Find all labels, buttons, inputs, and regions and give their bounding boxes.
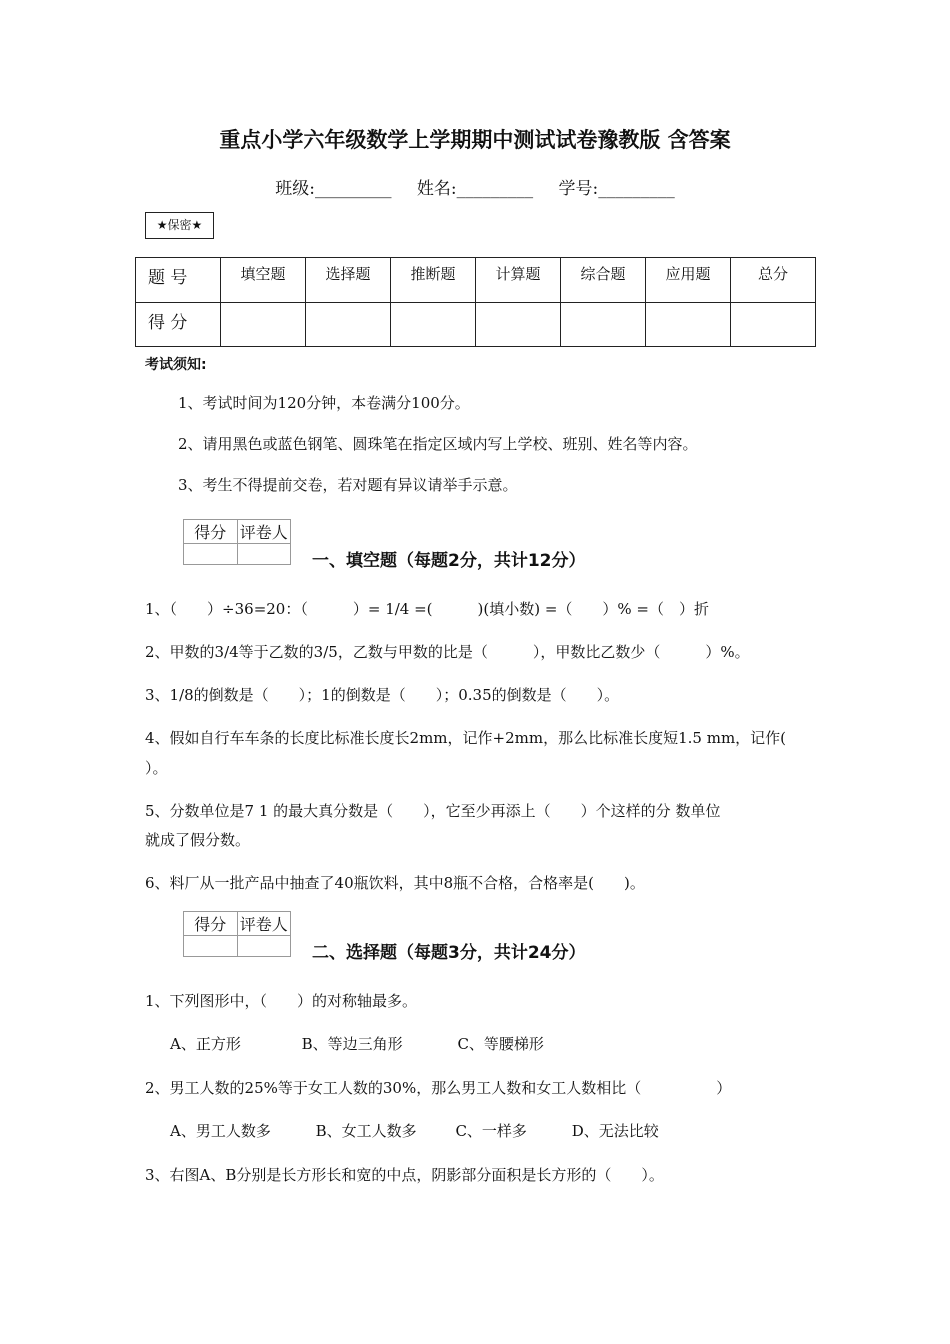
score-table-cell: 总分 [731,258,816,303]
score-table [135,257,816,347]
grader-score-label: 得分 [184,520,238,544]
score-table-header-row [136,258,816,303]
score-table-cell: 选择题 [306,258,391,303]
question-item: 1、（ ）÷36=20：（ ）= 1/4 =( )(填小数) =（ ）% =（ ）折 [145,600,710,618]
score-table-cell: 推断题 [391,258,476,303]
notice-heading: 考试须知: [145,357,207,373]
grader-score-cell[interactable] [184,936,238,957]
score-input-cell[interactable] [221,302,306,347]
notice-item: 2、请用黑色或蓝色钢笔、圆珠笔在指定区域内写上学校、班别、姓名等内容。 [178,435,698,453]
student-info-line [0,174,950,199]
option-a[interactable]: A、男工人数多 [170,1122,271,1140]
score-table-cell: 得 分 [136,302,221,347]
grader-name-label: 评卷人 [237,520,291,544]
score-input-cell[interactable] [561,302,646,347]
question-item: 2、男工人数的25%等于女工人数的30%，那么男工人数和女工人数相比（ ） [145,1079,732,1097]
score-input-cell[interactable] [306,302,391,347]
grader-score-label: 得分 [184,912,238,936]
question-item: 3、右图A、B分别是长方形长和宽的中点，阴影部分面积是长方形的（ ）。 [145,1166,664,1184]
option-row [170,1120,659,1141]
grader-name-label: 评卷人 [237,912,291,936]
grader-name-cell[interactable] [237,544,291,565]
section-heading: 一、填空题（每题2分，共计12分） [312,551,586,571]
score-table-cell: 应用题 [646,258,731,303]
question-item: 4、假如自行车车条的长度比标准长度长2mm，记作+2mm，那么比标准长度短1.5 mm，记作( [145,729,787,747]
option-d[interactable]: D、无法比较 [571,1122,659,1140]
option-c[interactable]: C、等腰梯形 [457,1035,544,1053]
score-table-cell: 综合题 [561,258,646,303]
question-item-continued: 就成了假分数。 [145,831,251,849]
option-b[interactable]: B、女工人数多 [315,1122,417,1140]
score-table-score-row [136,302,816,347]
student-id-field[interactable]: 学号:_________ [558,179,675,199]
score-input-cell[interactable] [391,302,476,347]
score-table-cell: 题 号 [136,258,221,303]
grader-box [183,911,291,957]
section-heading: 二、选择题（每题3分，共计24分） [312,943,586,963]
notice-item: 3、考生不得提前交卷，若对题有异议请举手示意。 [178,476,518,494]
notice-item: 1、考试时间为120分钟，本卷满分100分。 [178,394,470,412]
question-item: 6、料厂从一批产品中抽查了40瓶饮料，其中8瓶不合格，合格率是( )。 [145,874,645,892]
question-item: 2、甲数的3/4等于乙数的3/5，乙数与甲数的比是（ ），甲数比乙数少（ ）%。 [145,643,750,661]
score-input-cell[interactable] [731,302,816,347]
question-item-continued: ）。 [145,759,168,777]
option-b[interactable]: B、等边三角形 [301,1035,403,1053]
grader-score-cell[interactable] [184,544,238,565]
class-field[interactable]: 班级:_________ [275,179,392,199]
grader-box [183,519,291,565]
option-a[interactable]: A、正方形 [170,1035,241,1053]
question-item: 5、分数单位是7 1 的最大真分数是（ ），它至少再添上（ ）个这样的分 数单位 [145,802,721,820]
question-item: 1、下列图形中，（ ）的对称轴最多。 [145,992,418,1010]
score-input-cell[interactable] [476,302,561,347]
score-table-cell: 填空题 [221,258,306,303]
option-c[interactable]: C、一样多 [455,1122,527,1140]
score-input-cell[interactable] [646,302,731,347]
confidential-badge: ★保密★ [145,212,214,239]
name-field[interactable]: 姓名:_________ [416,179,534,199]
question-item: 3、1/8的倒数是（ ）；1的倒数是（ ）；0.35的倒数是（ ）。 [145,686,620,704]
grader-name-cell[interactable] [237,936,291,957]
option-row [170,1033,544,1054]
page-title: 重点小学六年级数学上学期期中测试试卷豫教版 含答案 [219,128,731,152]
score-table-cell: 计算题 [476,258,561,303]
